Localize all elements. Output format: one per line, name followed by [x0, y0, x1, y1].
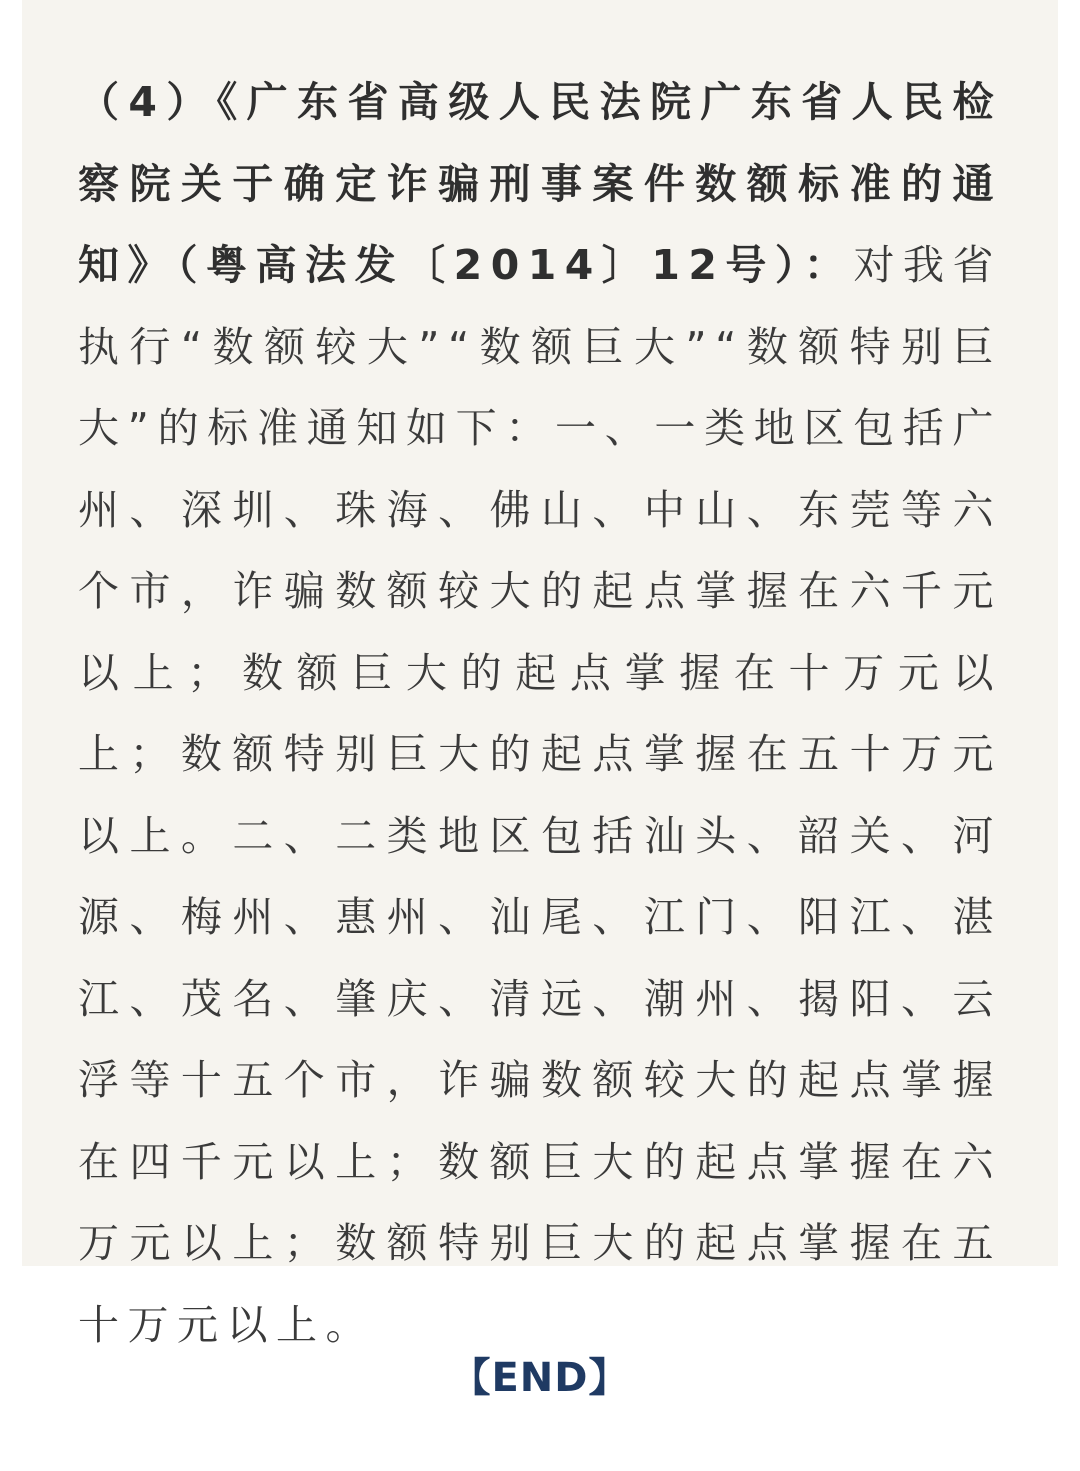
- end-marker: 【END】: [450, 1355, 630, 1401]
- article-body-text: 对我省执行“数额较大”“数额巨大”“数额特别巨大”的标准通知如下：一、一类地区包括广州、深圳、珠海、佛山、中山、东莞等六个市，诈骗数额较大的起点掌握在六千元以上；数额巨大的起点掌握在十万元以上；数额特别巨大的起点掌握在五十万元以上。二、二类地区包括汕头、韶关、河源、梅州、惠州、汕尾、江门、阳江、湛江、茂名、肇庆、清远、潮州、揭阳、云浮等十五个市，诈骗数额较大的起点掌握在四千元以上；数额巨大的起点掌握在六万元以上；数额特别巨大的起点掌握在五十万元以上。: [78, 241, 1002, 1349]
- article-paragraph: [78, 62, 1002, 1366]
- document-citation-title: （4）《广东省高级人民法院广东省人民检察院关于确定诈骗刑事案件数额标准的通知》（粤高法发〔2014〕12号）：: [78, 78, 1002, 289]
- article-card: [22, 0, 1058, 1349]
